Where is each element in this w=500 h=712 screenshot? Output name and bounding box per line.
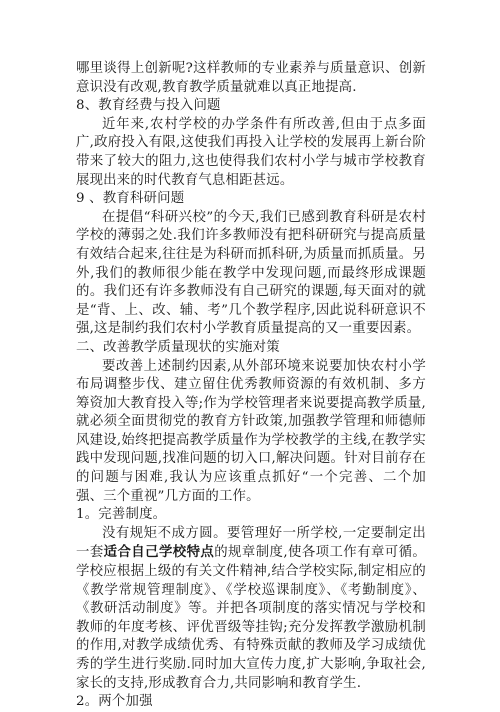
heading-improve-system: 1。完善制度。 (76, 507, 167, 523)
paragraph-continuation: 哪里谈得上创新呢?这样教师的专业素养与质量意识、创新意识没有改观,教育教学质量就难以真正地提高. (76, 61, 426, 95)
paragraph-funding: 近年来,农村学校的办学条件有所改善,但由于点多面广,政府投入有限,这使我们再投入让学校的发展再上新台阶带来了较大的阻力,这也使得我们农村小学与城市学校教育展现出来的时代教育气息相距甚远。 (76, 116, 426, 188)
heading-research: 9 、教育科研问题 (76, 191, 185, 207)
bold-phrase: 适合自己学校特点 (103, 544, 215, 561)
heading-two-strengthen: 2。两个加强 (76, 694, 153, 710)
document-page (76, 60, 426, 712)
paragraph-improve-system (76, 525, 426, 693)
paragraph-research: 在提倡“科研兴校”的今天,我们已感到教育科研是农村学校的薄弱之处.我们许多教师没有把科研研究与提高质量有效结合起来,往往是为科研而抓科研,为质量而抓质量。另外,我们的教师很少能在教学中发现问题,而最终形成课题的。我们还有许多教师没有自己研究的课题,每天面对的就是“背、上、改、辅、考”几个教学程序,因此说科研意识不强,这是制约我们农村小学教育质量提高的又一重要因素。 (76, 209, 426, 337)
paragraph-improve-system-rest: 的规章制度,使各项工作有章可循。学校应根据上级的有关文件精神,结合学校实际,制定相应的《教学常规管理制度》、《学校巡课制度》、《考勤制度》、《教研活动制度》等。并把各项制度的落实情况与学校和教师的年度考核、评优晋级等挂钩;充分发挥教学激励机制的作用,对教学成绩优秀、有特殊贡献的教师及学习成绩优秀的学生进行奖励.同时加大宣传力度,扩大影响,争取社会,家长的支持,形成教育合力,共同影响和教育学生. (76, 545, 426, 691)
paragraph-strategies: 要改善上述制约因素,从外部环境来说要加快农村小学布局调整步伐、建立留住优秀教师资源的有效机制、多方筹资加大教育投入等;作为学校管理者来说要提高教学质量,就必须全面贯彻党的教育方针政策,加强教学管理和师德师风建设,始终把提高教学质量作为学校教学的主线,在教学实践中发现问题,找准问题的切入口,解决问题。针对目前存在的问题与困难,我认为应该重点抓好“一个完善、二个加强、三个重视”几方面的工作。 (76, 358, 426, 504)
heading-funding: 8、教育经费与投入问题 (76, 98, 221, 114)
heading-strategies: 二、改善教学质量现状的实施对策 (76, 339, 280, 355)
paragraph-improve-system-start: 没有规矩不成方圆。要管理好一所学校,一定要制定出一套 (76, 525, 426, 561)
